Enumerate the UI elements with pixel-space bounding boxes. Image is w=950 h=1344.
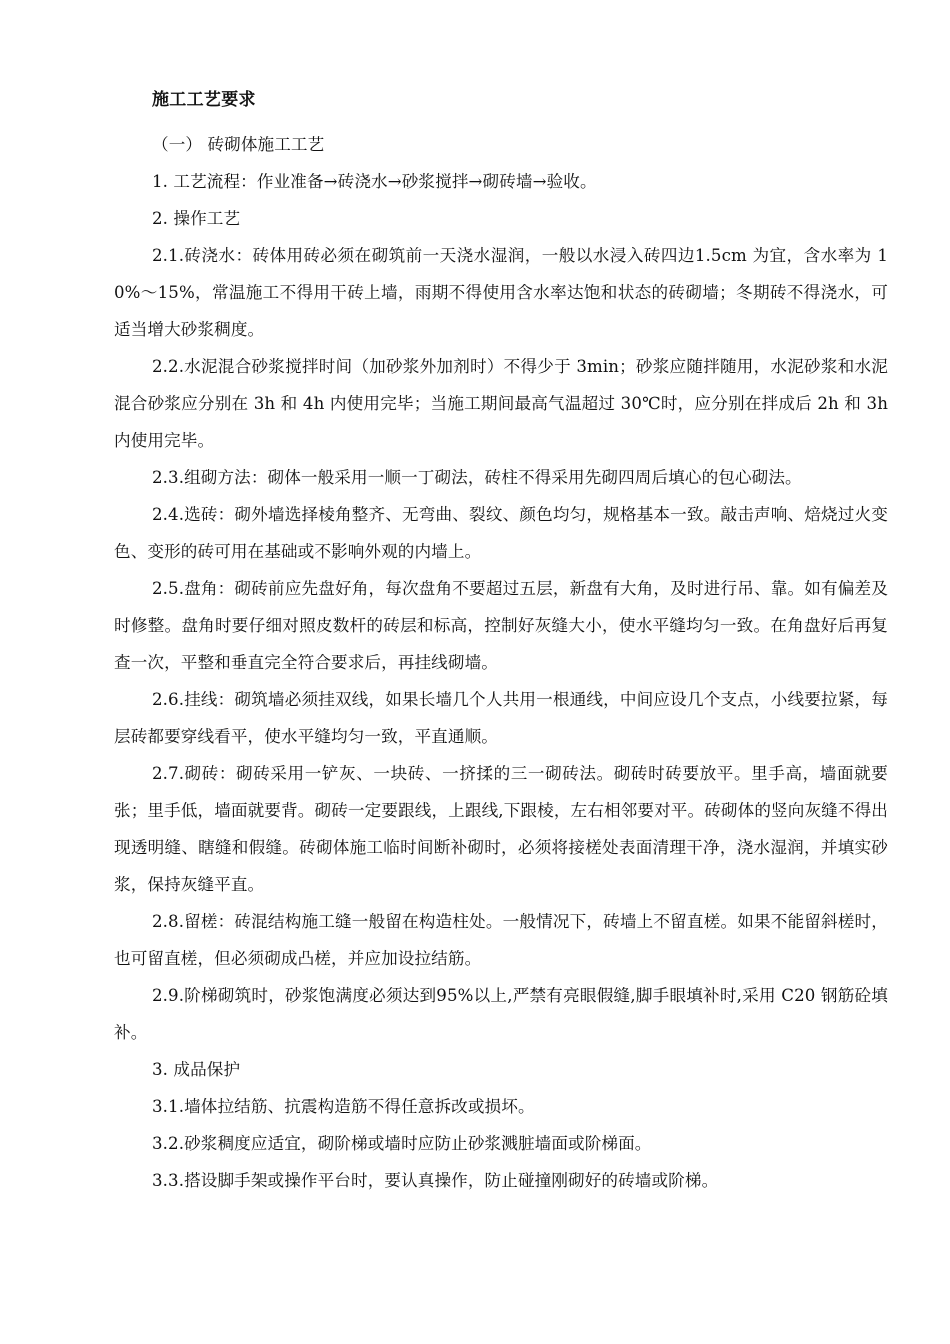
paragraph-3-2: 3.2.砂浆稠度应适宜，砌阶梯或墙时应防止砂浆溅脏墙面或阶梯面。 bbox=[152, 1134, 652, 1153]
operation-process-heading: 2. 操作工艺 bbox=[152, 209, 241, 228]
paragraph-2-5: 2.5.盘角：砌砖前应先盘好角，每次盘角不要超过五层，新盘有大角，及时进行吊、靠。如有偏差及时修整。盘角时要仔细对照皮数杆的砖层和标高，控制好灰缝大小，使水平缝均匀一致。在角盘好后再复查一次，平整和垂直完全符合要求后，再挂线砌墙。 bbox=[114, 579, 888, 672]
paragraph-2-8: 2.8.留槎：砖混结构施工缝一般留在构造柱处。一般情况下，砖墙上不留直槎。如果不能留斜槎时，也可留直槎，但必须砌成凸槎，并应加设拉结筋。 bbox=[114, 912, 888, 968]
process-flow-paragraph: 1. 工艺流程：作业准备→砖浇水→砂浆搅拌→砌砖墙→验收。 bbox=[152, 172, 597, 191]
paragraph-2-2: 2.2.水泥混合砂浆搅拌时间（加砂浆外加剂时）不得少于 3min；砂浆应随拌随用，水泥砂浆和水泥混合砂浆应分别在 3h 和 4h 内使用完毕；当施工期间最高气温超过 30℃时，应分别在拌成后 2h 和 3h 内使用完毕。 bbox=[114, 357, 888, 450]
section-heading-brick-masonry: （一） 砖砌体施工工艺 bbox=[152, 135, 325, 154]
paragraph-3-3: 3.3.搭设脚手架或操作平台时，要认真操作，防止碰撞刚砌好的砖墙或阶梯。 bbox=[152, 1171, 719, 1190]
paragraph-3-1: 3.1.墙体拉结筋、抗震构造筋不得任意拆改或损坏。 bbox=[152, 1097, 535, 1116]
paragraph-2-9: 2.9.阶梯砌筑时，砂浆饱满度必须达到95%以上,严禁有亮眼假缝,脚手眼填补时,采用 C20 钢筋砼填补。 bbox=[114, 986, 888, 1042]
document-body bbox=[114, 82, 888, 1199]
paragraph-2-7: 2.7.砌砖：砌砖采用一铲灰、一块砖、一挤揉的三一砌砖法。砌砖时砖要放平。里手高，墙面就要张；里手低，墙面就要背。砌砖一定要跟线，上跟线,下跟棱，左右相邻要对平。砖砌体的竖向灰缝不得出现透明缝、瞎缝和假缝。砖砌体施工临时间断补砌时，必须将接槎处表面清理干净，浇水湿润，并填实砂浆，保持灰缝平直。 bbox=[114, 764, 888, 894]
paragraph-2-3: 2.3.组砌方法：砌体一般采用一顺一丁砌法，砖柱不得采用先砌四周后填心的包心砌法。 bbox=[152, 468, 802, 487]
product-protection-heading: 3. 成品保护 bbox=[152, 1060, 241, 1079]
document-title: 施工工艺要求 bbox=[152, 90, 256, 110]
paragraph-2-1: 2.1.砖浇水：砖体用砖必须在砌筑前一天浇水湿润，一般以水浸入砖四边1.5cm 为宜，含水率为 10%～15%，常温施工不得用干砖上墙，雨期不得使用含水率达饱和状态的砖砌墙；冬期砖不得浇水，可适当增大砂浆稠度。 bbox=[114, 246, 888, 339]
title-spacer bbox=[114, 118, 888, 126]
paragraph-2-6: 2.6.挂线：砌筑墙必须挂双线，如果长墙几个人共用一根通线，中间应设几个支点，小线要拉紧，每层砖都要穿线看平，使水平缝均匀一致，平直通顺。 bbox=[114, 690, 888, 746]
paragraph-2-4: 2.4.选砖：砌外墙选择棱角整齐、无弯曲、裂纹、颜色均匀，规格基本一致。敲击声响、焙烧过火变色、变形的砖可用在基础或不影响外观的内墙上。 bbox=[114, 505, 888, 561]
